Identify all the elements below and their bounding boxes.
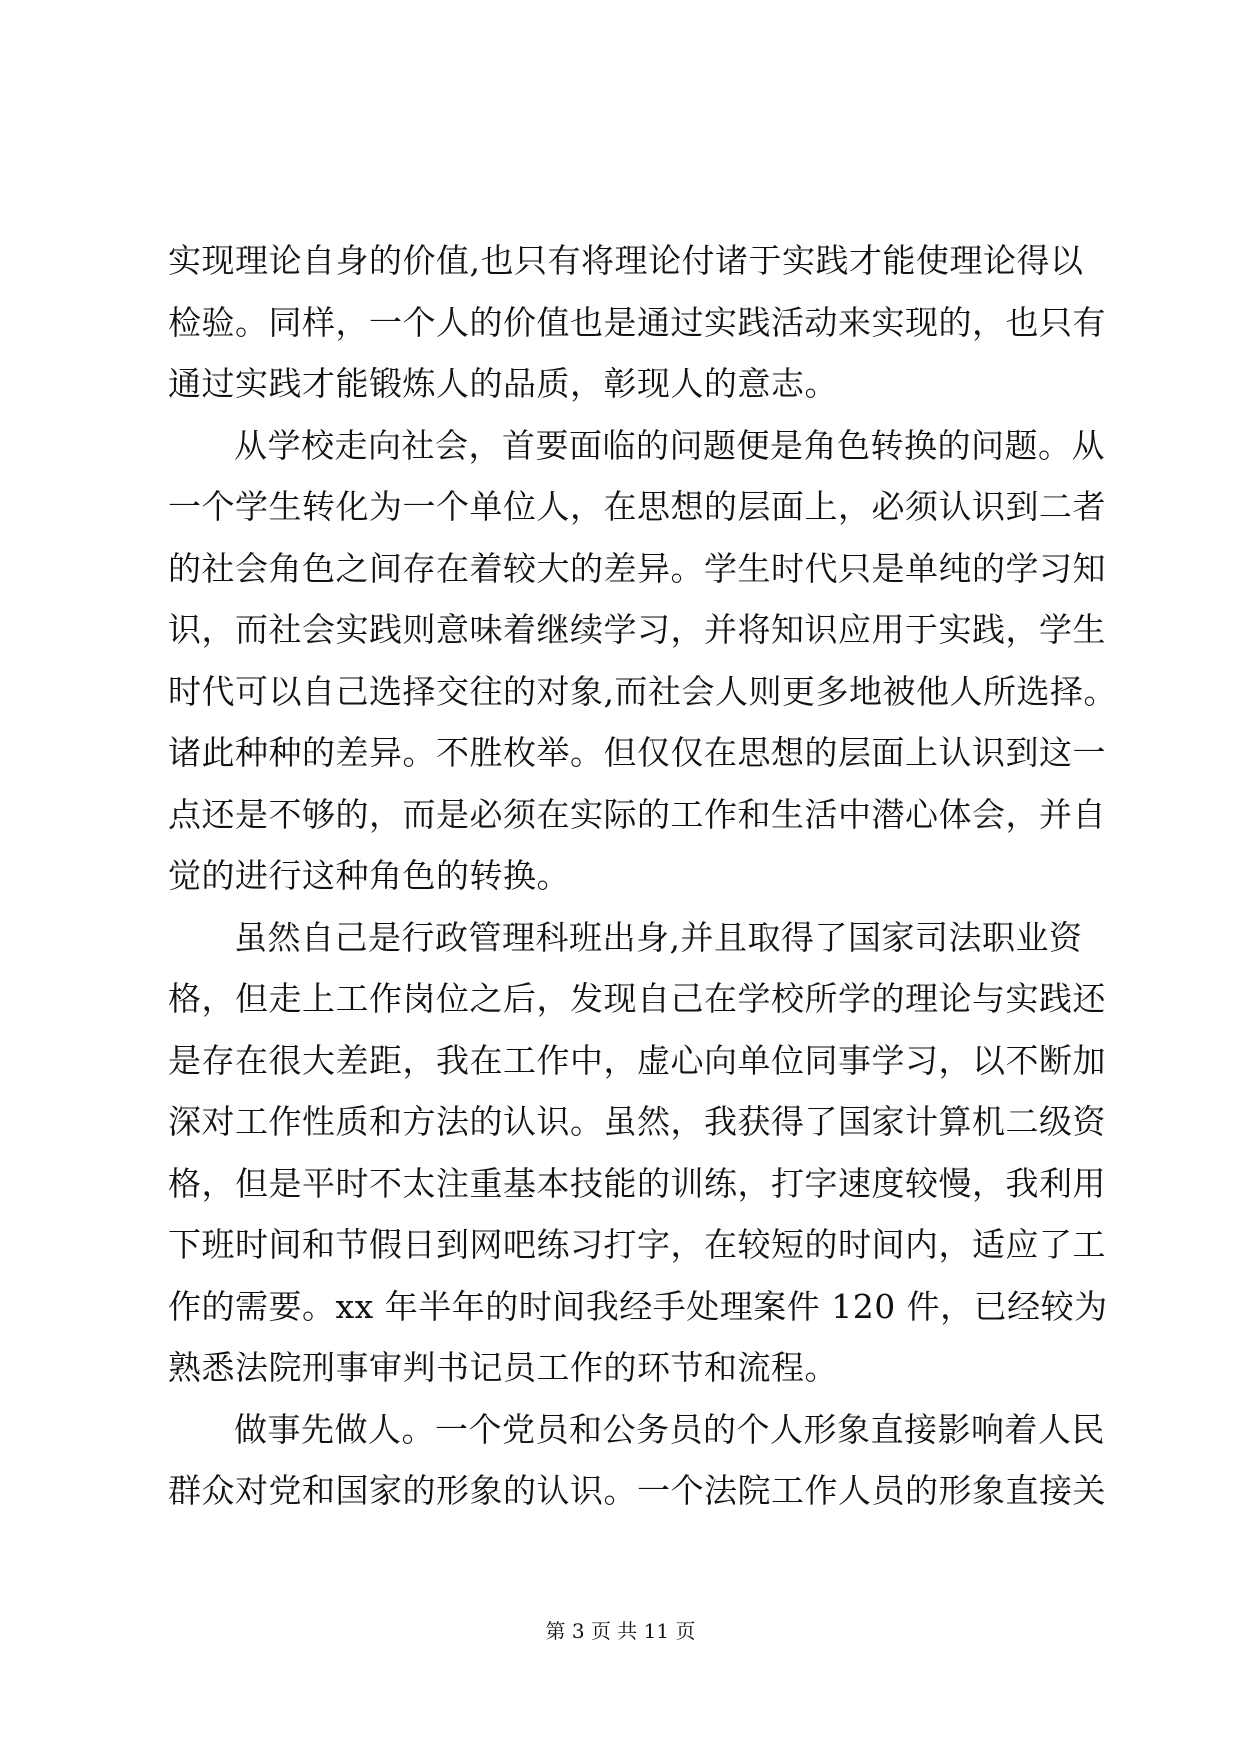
text-line: 时代可以自己选择交往的对象,而社会人则更多地被他人所选择。 — [168, 671, 1117, 711]
text-line: 是存在很大差距，我在工作中，虚心向单位同事学习，以不断加 — [168, 1040, 1106, 1080]
text-line: 从学校走向社会，首要面临的问题便是角色转换的问题。从 — [234, 425, 1105, 465]
text-line: 点还是不够的，而是必须在实际的工作和生活中潜心体会，并自 — [168, 794, 1106, 834]
text-line: 识，而社会实践则意味着继续学习，并将知识应用于实践，学生 — [168, 610, 1106, 649]
text-line: 觉的进行这种角色的转换。 — [168, 856, 570, 895]
text-line: 诸此种种的差异。不胜枚举。但仅仅在思想的层面上认识到这一 — [168, 733, 1106, 772]
text-line: 实现理论自身的价值,也只有将理论付诸于实践才能使理论得以 — [168, 241, 1084, 280]
text-line: 检验。同样，一个人的价值也是通过实践活动来实现的，也只有 — [168, 302, 1106, 342]
text-line: 格，但是平时不太注重基本技能的训练，打字速度较慢，我利用 — [168, 1163, 1106, 1203]
text-line: 深对工作性质和方法的认识。虽然，我获得了国家计算机二级资 — [168, 1102, 1106, 1141]
text-line: 下班时间和节假日到网吧练习打字，在较短的时间内，适应了工 — [168, 1225, 1106, 1264]
text-line: 熟悉法院刑事审判书记员工作的环节和流程。 — [168, 1348, 838, 1387]
text-line: 群众对党和国家的形象的认识。一个法院工作人员的形象直接关 — [168, 1471, 1106, 1510]
text-line: 作的需要。xx 年半年的时间我经手处理案件 120 件，已经较为 — [168, 1286, 1108, 1326]
text-line: 一个学生转化为一个单位人，在思想的层面上，必须认识到二者 — [168, 487, 1106, 526]
body-text — [168, 230, 1117, 1522]
page-footer: 第 3 页 共 11 页 — [545, 1619, 696, 1643]
text-line: 通过实践才能锻炼人的品质，彰现人的意志。 — [168, 364, 838, 403]
text-line: 做事先做人。一个党员和公务员的个人形象直接影响着人民 — [234, 1409, 1105, 1449]
text-line: 虽然自己是行政管理科班出身,并且取得了国家司法职业资 — [234, 917, 1083, 957]
text-line: 的社会角色之间存在着较大的差异。学生时代只是单纯的学习知 — [168, 548, 1106, 588]
text-line: 格，但走上工作岗位之后，发现自己在学校所学的理论与实践还 — [168, 979, 1106, 1018]
